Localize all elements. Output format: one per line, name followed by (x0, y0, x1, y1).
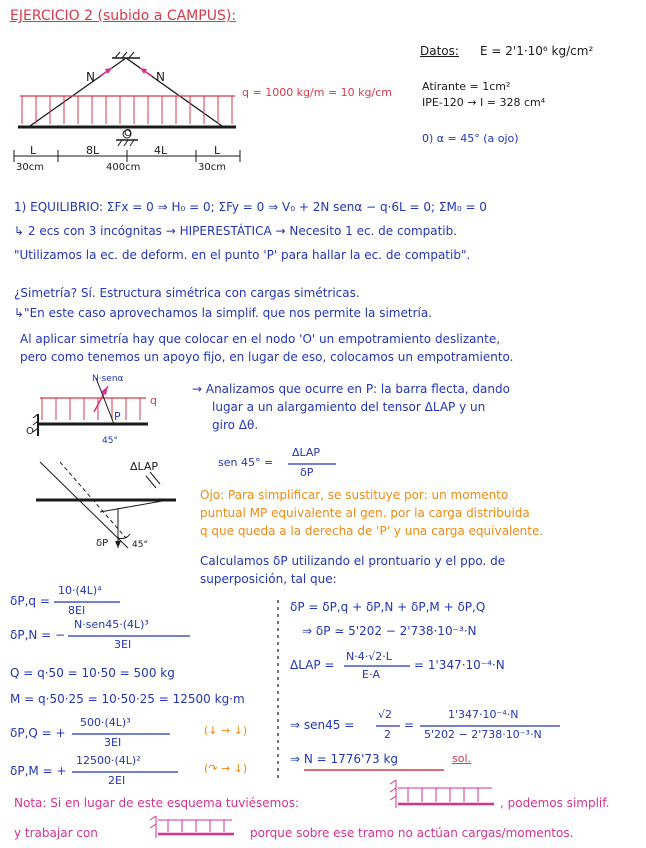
datos-E: E = 2'1·10⁶ kg/cm² (480, 44, 594, 58)
deltaL-lhs: ΔLAP = (290, 658, 335, 672)
dim-4L: 4L (154, 144, 168, 157)
load-label: q = 1000 kg/m = 10 kg/cm (242, 86, 392, 99)
dpq-lhs: δP,q = (10, 594, 50, 608)
dim-30-right: 30cm (198, 162, 226, 173)
ojo-line-1: Ojo: Para simplificar, se sustituye por: un momento (200, 488, 509, 502)
dim-8L: 8L (86, 144, 100, 157)
fig2-q: q (150, 394, 157, 407)
analisis-line-3: giro Δθ. (212, 418, 259, 432)
sen45-eq-den: 2 (384, 728, 391, 741)
force-right-label: N (156, 70, 165, 84)
fig3-delta-l: ΔLAP (130, 460, 159, 473)
simetria-line-1: ¿Simetría? Sí. Estructura simétrica con cargas simétricas. (14, 286, 360, 300)
ojo-line-3: q que queda a la derecha de 'P' y una carga equivalente. (200, 524, 544, 538)
deltaP-sum: δP = δP,q + δP,N + δP,M + δP,Q (290, 600, 486, 614)
simetria-line-4: pero como tenemos un apoyo fijo, en lugar de eso, colocamos un empotramiento. (20, 350, 514, 364)
dim-L-right: L (214, 144, 221, 157)
nota-line-2b: porque sobre ese tramo no actúan cargas/momentos. (250, 826, 574, 840)
node-label: O (124, 128, 132, 139)
dpn-num: N·sen45·(4L)³ (74, 618, 149, 631)
dpn-lhs: δP,N = − (10, 628, 66, 642)
sen45-eq-rnum: 1'347·10⁻⁴·N (448, 708, 519, 721)
simetria-line-2: ↳"En este caso aprovechamos la simplif. que nos permite la simetría. (14, 306, 433, 320)
force-left-label: N (86, 70, 95, 84)
dim-400: 400cm (106, 162, 141, 173)
calc-line-2: superposición, tal que: (200, 572, 337, 586)
fig2-angle: 45° (102, 436, 118, 446)
sen45-label: sen 45° = (218, 456, 274, 469)
equilibrio-line-3: "Utilizamos la ec. de deform. en el punto 'P' para hallar la ec. de compatib". (14, 248, 471, 262)
dim-30-left: 30cm (16, 162, 44, 173)
dpM-note: (↷ → ↓) (204, 762, 248, 775)
fig2-O: O (26, 426, 34, 437)
dpM-num: 12500·(4L)² (76, 754, 141, 767)
deltaL-num: N·4·√2·L (346, 650, 392, 663)
dpM-lhs: δP,M = + (10, 764, 67, 778)
fig2-nsena: N·senα (92, 374, 124, 384)
M-formula: M = q·50·25 = 10·50·25 = 12500 kg·m (10, 692, 245, 706)
datos-alpha: 0) α = 45° (a ojo) (422, 132, 519, 145)
ojo-line-2: puntual MP equivalente al gen. por la carga distribuida (200, 506, 530, 520)
equilibrio-line-2: ↳ 2 ecs con 3 incógnitas → HIPERESTÁTICA → Necesito 1 ec. de compatib. (14, 224, 458, 238)
Q-formula: Q = q·50 = 10·50 = 500 kg (10, 666, 175, 680)
dpM-den: 2EI (108, 774, 126, 787)
dpQ-den: 3EI (104, 736, 122, 749)
sen45-eq-sign: = (404, 718, 415, 732)
sen45-eq-num: √2 (378, 708, 393, 721)
analisis-line-2: lugar a un alargamiento del tensor ΔLAP y un (212, 400, 486, 414)
datos-title: Datos: (420, 44, 459, 58)
result-sol: sol. (452, 752, 472, 765)
fig3-delta-p: δP (96, 538, 109, 549)
nota-line-1b: , podemos simplif. (500, 796, 610, 810)
fig2-P: P (114, 410, 121, 423)
dpQ-lhs: δP,Q = + (10, 726, 66, 740)
simetria-line-3: Al aplicar simetría hay que colocar en el nodo 'O' un empotramiento deslizante, (20, 332, 501, 346)
deltaL-den: E·A (362, 668, 380, 681)
result-N: ⇒ N = 1776'73 kg (290, 752, 399, 766)
sen45-eq-lhs: ⇒ sen45 = (290, 718, 355, 732)
deltaP-approx: ⇒ δP ≃ 5'202 − 2'738·10⁻³·N (302, 624, 477, 638)
page-title: EJERCICIO 2 (subido a CAMPUS): (10, 8, 237, 24)
datos-ipe: IPE-120 → I = 328 cm⁴ (422, 96, 546, 109)
dpQ-num: 500·(4L)³ (80, 716, 131, 729)
dim-L-left: L (30, 144, 37, 157)
fig3-angle: 45° (132, 540, 148, 550)
deltaL-result: = 1'347·10⁻⁴·N (414, 658, 505, 672)
dpn-den: 3EI (114, 638, 132, 651)
analisis-line-1: → Analizamos que ocurre en P: la barra flecta, dando (192, 382, 510, 396)
calc-line-1: Calculamos δP utilizando el prontuario y el ppo. de (200, 554, 506, 568)
datos-area: Atirante = 1cm² (422, 80, 511, 93)
dpq-den: 8EI (68, 604, 86, 617)
sen45-numerator: ΔLAP (292, 446, 321, 459)
equilibrio-line-1: 1) EQUILIBRIO: ΣFx = 0 ⇒ H₀ = 0; ΣFy = 0 ⇒ V₀ + 2N senα − q·6L = 0; ΣM₀ = 0 (14, 200, 487, 214)
sen45-denominator: δP (300, 466, 314, 479)
dpq-num: 10·(4L)⁴ (58, 584, 102, 597)
dpQ-note: (↓ → ↓) (204, 724, 248, 737)
nota-line-1a: Nota: Si en lugar de este esquema tuviésemos: (14, 796, 299, 810)
nota-line-2a: y trabajar con (14, 826, 98, 840)
sen45-eq-rden: 5'202 − 2'738·10⁻³·N (424, 728, 542, 741)
